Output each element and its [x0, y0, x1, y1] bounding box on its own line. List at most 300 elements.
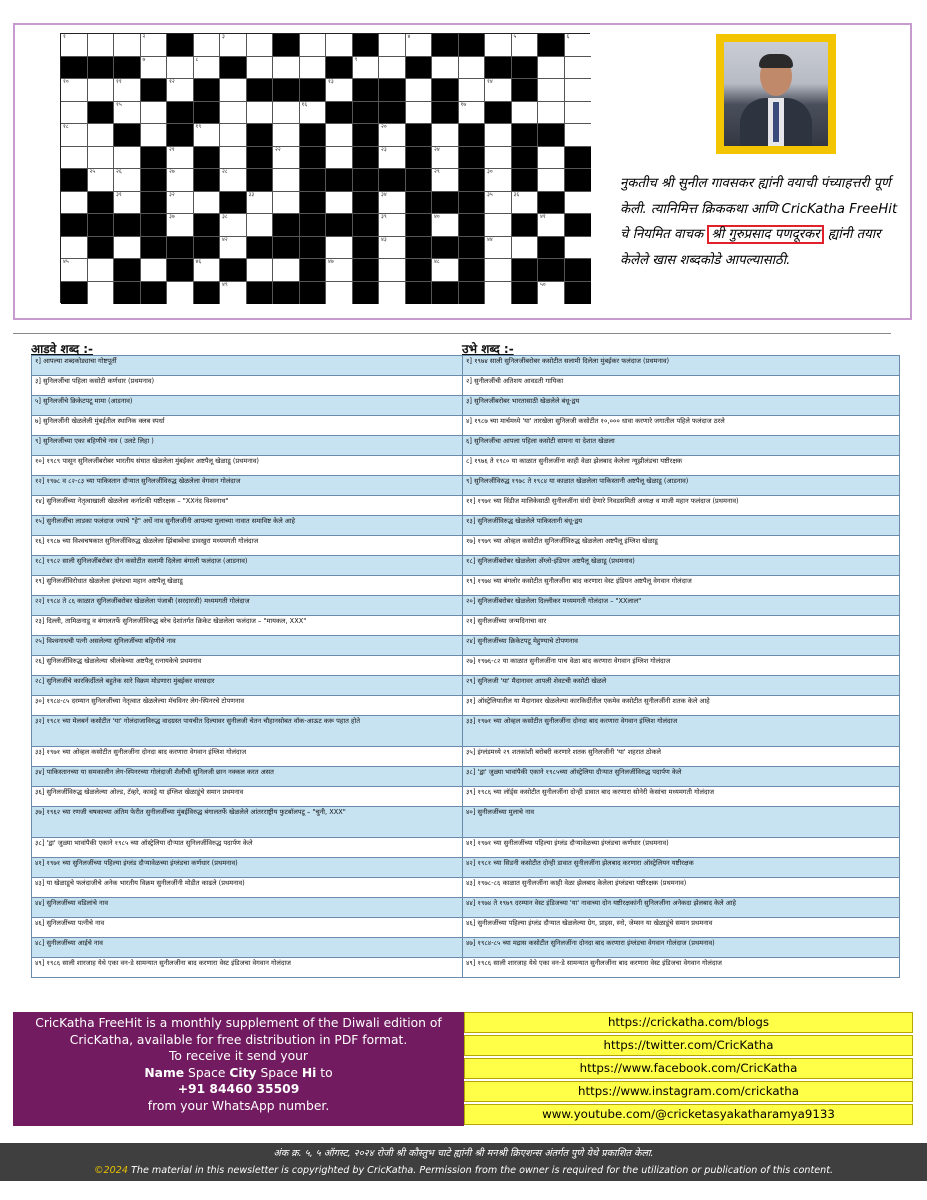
grid-block [247, 282, 274, 305]
grid-cell[interactable] [432, 124, 459, 147]
grid-cell[interactable] [326, 34, 353, 57]
grid-cell[interactable] [88, 169, 115, 192]
clue-number: ४ [407, 34, 411, 40]
grid-block [538, 34, 565, 57]
grid-cell[interactable] [485, 259, 512, 282]
down-clue: २०] सुनिलजींबरोबर खेळलेला दिल्लीकर मध्यमगती गोलंदाज – "XXलाल" [463, 596, 900, 616]
grid-block [406, 282, 433, 305]
grid-cell[interactable] [565, 192, 592, 215]
grid-block [273, 34, 300, 57]
down-clue: ४२] १९८१ च्या सिडनी कसोटीत दोन्ही डावात सुनीलजींना झेलबाद करणारा ऑस्ट्रेलियन यष्टीरक्षक [463, 858, 900, 878]
grid-block [114, 259, 141, 282]
grid-cell[interactable] [300, 102, 327, 125]
clue-number: ४२ [222, 236, 228, 243]
down-clue: ११] १९७१ च्या विंडीज मालिकेसाठी सुनीलजींना संधी देणारे निवडसमिती अध्यक्ष व माजी महान फलंदाज (प्रथमनाव) [463, 496, 900, 516]
grid-cell[interactable] [326, 147, 353, 170]
grid-cell[interactable] [220, 34, 247, 57]
grid-block [61, 57, 88, 80]
grid-cell[interactable] [167, 282, 194, 305]
grid-cell[interactable] [379, 192, 406, 215]
grid-cell[interactable] [167, 79, 194, 102]
clue-row [32, 436, 900, 456]
grid-cell[interactable] [326, 282, 353, 305]
across-clue: ४६] सुनिलजींच्या पत्नीचे नाव [32, 918, 463, 938]
grid-cell[interactable] [406, 34, 433, 57]
grid-block [432, 192, 459, 215]
issue-line: अंक क्र. ५, ५ ऑगस्ट, २०२४ रोजी श्री कौस्तुभ चाटे ह्यांनी श्री मनश्री क्रिएशन्स अंतर्गत पुणे येथे प्रकाशित केला. [273, 1148, 654, 1159]
grid-cell[interactable] [61, 259, 88, 282]
grid-cell[interactable] [247, 34, 274, 57]
clue-row [32, 696, 900, 716]
across-clue: ४८] सुनीलजींच्या आईचे नाव [32, 938, 463, 958]
grid-block [300, 282, 327, 305]
grid-block [300, 214, 327, 237]
grid-cell[interactable] [565, 237, 592, 260]
grid-cell[interactable] [61, 192, 88, 215]
grid-cell[interactable] [114, 169, 141, 192]
grid-cell[interactable] [326, 79, 353, 102]
grid-cell[interactable] [194, 259, 221, 282]
down-clue: २७] १९७६-८२ या काळात सुनीलजींना पाच वेळा बाद करणारा वेगवान इंग्लिश गोलंदाज [463, 656, 900, 676]
grid-cell[interactable] [406, 79, 433, 102]
grid-cell[interactable] [432, 259, 459, 282]
clue-number: ४८ [434, 259, 440, 265]
grid-cell[interactable] [141, 102, 168, 125]
grid-cell[interactable] [114, 34, 141, 57]
grid-cell[interactable] [220, 79, 247, 102]
grid-cell[interactable] [459, 57, 486, 80]
grid-cell[interactable] [432, 214, 459, 237]
across-clue: ३७] १९६२ च्या रणजी चषकाच्या अंतिम फेरीत सुनीलजींच्या मुंबईविरुद्ध बंगालतर्फे खेळलेले आंतरराष्ट्रीय फुटबॉलपटू – "चुनी, XXX" [32, 807, 463, 838]
grid-cell[interactable] [61, 79, 88, 102]
footer-line-1: CricKatha FreeHit is a monthly supplement of the Diwali edition of [35, 1016, 442, 1030]
grid-block [406, 57, 433, 80]
grid-cell[interactable] [485, 282, 512, 305]
clue-number: २४ [434, 146, 440, 153]
grid-block [353, 169, 380, 192]
down-clue: ६] सुनिलजींचा आपला पहिला कसोटी सामना या देशात खेळला [463, 436, 900, 456]
grid-block [88, 57, 115, 80]
grid-cell[interactable] [538, 79, 565, 102]
grid-cell[interactable] [459, 102, 486, 125]
grid-cell[interactable] [406, 102, 433, 125]
grid-block [167, 102, 194, 125]
clue-table [31, 355, 900, 978]
grid-block [114, 57, 141, 80]
clue-number: ३ [222, 34, 225, 40]
grid-cell[interactable] [114, 147, 141, 170]
grid-cell[interactable] [273, 259, 300, 282]
grid-cell[interactable] [512, 34, 539, 57]
across-clue: ४४] सुनिलजींच्या वडिलांचे नाव [32, 898, 463, 918]
across-clue: ५] सुनिलजींचे क्रिकेटपटू मामा (आडनाव) [32, 396, 463, 416]
grid-cell[interactable] [114, 237, 141, 260]
across-clue: १२] १९७८ व ८२-८३ च्या पाकिस्तान दौऱ्यात सुनिलजींविरुद्ध खेळलेला वेगवान गोलंदाज [32, 476, 463, 496]
grid-cell[interactable] [326, 124, 353, 147]
grid-block [459, 259, 486, 282]
grid-block [300, 124, 327, 147]
grid-cell[interactable] [247, 102, 274, 125]
across-clue: २८] सुनिलजींचे कारकिर्दीतले बहुतेक सारे विक्रम मोडणारा मुंबईकर वारसदार [32, 676, 463, 696]
clue-row [32, 356, 900, 376]
photo-tie [773, 102, 779, 142]
grid-cell[interactable] [88, 282, 115, 305]
grid-cell[interactable] [512, 192, 539, 215]
clue-row [32, 878, 900, 898]
across-clue: १०] १९८९ पासून सुनिलजींबरोबर भारतीय संघात खेळलेला मुंबईकर अष्टपैलू खेळाडू (प्रथमनाव) [32, 456, 463, 476]
grid-cell[interactable] [88, 259, 115, 282]
grid-cell[interactable] [538, 147, 565, 170]
grid-block [459, 124, 486, 147]
grid-cell[interactable] [485, 169, 512, 192]
clue-number: ५० [540, 281, 546, 288]
grid-block [353, 124, 380, 147]
clue-number: २५ [89, 169, 96, 175]
author-photo-frame [716, 34, 836, 154]
grid-block [141, 147, 168, 170]
clue-row [32, 456, 900, 476]
grid-cell[interactable] [61, 237, 88, 260]
across-clue: ३३] १९७१ च्या ओव्हल कसोटीत सुनीलजींना दोनदा बाद करणारा वेगवान इंग्लिश गोलंदाज [32, 747, 463, 767]
grid-cell[interactable] [485, 147, 512, 170]
grid-block [565, 169, 592, 192]
grid-cell[interactable] [141, 57, 168, 80]
grid-cell[interactable] [300, 34, 327, 57]
grid-cell[interactable] [247, 192, 274, 215]
grid-block [273, 282, 300, 305]
footer-line-2: CricKatha, available for free distribution in PDF format. [69, 1032, 408, 1047]
grid-block [353, 237, 380, 260]
footer-space-1: Space [184, 1065, 230, 1080]
grid-cell[interactable] [88, 34, 115, 57]
grid-block [167, 124, 194, 147]
grid-block [194, 237, 221, 260]
grid-cell[interactable] [273, 124, 300, 147]
grid-cell[interactable] [220, 237, 247, 260]
down-clue: ३५] इंग्लंडमध्ये २९ शतकांशी बरोबरी करणारे शतक सुनिलजींनी 'या' शहरात ठोकले [463, 747, 900, 767]
grid-cell[interactable] [114, 192, 141, 215]
grid-cell[interactable] [300, 57, 327, 80]
grid-block [459, 237, 486, 260]
grid-cell[interactable] [114, 79, 141, 102]
grid-cell[interactable] [141, 34, 168, 57]
grid-cell[interactable] [379, 214, 406, 237]
clue-number: १८ [63, 124, 69, 130]
grid-block [300, 192, 327, 215]
grid-block [379, 102, 406, 125]
grid-cell[interactable] [379, 147, 406, 170]
publication-footer [0, 1143, 927, 1181]
grid-block [379, 79, 406, 102]
grid-cell[interactable] [485, 34, 512, 57]
clue-number: ३८ [222, 214, 228, 220]
down-heading: उभे शब्द :- [462, 342, 514, 356]
grid-cell[interactable] [538, 102, 565, 125]
clue-row [32, 938, 900, 958]
down-clue: ८] १९७६ ते १९८० या काळात सुनीलजींना काही वेळा झेलबाद केलेला न्यूझीलंडचा यष्टीरक्षक [463, 456, 900, 476]
grid-block [406, 169, 433, 192]
grid-block [326, 102, 353, 125]
clue-number: ९ [354, 56, 358, 63]
grid-cell[interactable] [379, 34, 406, 57]
grid-cell[interactable] [565, 57, 592, 80]
down-clue: ३८] 'द्वा' जुळ्या भावांपैकी एकाने १९८५च्या ऑस्ट्रेलिया दौऱ्यात सुनिलजींविरुद्ध पदार्पण केले [463, 767, 900, 787]
grid-cell[interactable] [538, 169, 565, 192]
clue-row [32, 596, 900, 616]
grid-block [167, 34, 194, 57]
clue-number: १७ [460, 101, 467, 108]
grid-block [273, 214, 300, 237]
grid-block [512, 282, 539, 305]
grid-block [406, 214, 433, 237]
link-twitter[interactable]: https://twitter.com/CricKatha [464, 1035, 913, 1056]
grid-block [247, 237, 274, 260]
grid-cell[interactable] [432, 57, 459, 80]
grid-cell[interactable] [141, 259, 168, 282]
grid-cell[interactable] [379, 237, 406, 260]
grid-cell[interactable] [114, 102, 141, 125]
grid-block [247, 124, 274, 147]
grid-cell[interactable] [167, 169, 194, 192]
clue-row [32, 898, 900, 918]
grid-cell[interactable] [167, 214, 194, 237]
grid-cell[interactable] [379, 124, 406, 147]
grid-cell[interactable] [512, 237, 539, 260]
grid-cell[interactable] [273, 57, 300, 80]
grid-cell[interactable] [485, 192, 512, 215]
clue-row [32, 858, 900, 878]
clue-row [32, 536, 900, 556]
grid-block [326, 169, 353, 192]
grid-cell[interactable] [485, 79, 512, 102]
grid-cell[interactable] [167, 147, 194, 170]
copyright-text: The material in this newsletter is copyrighted by CricKatha. Permission from the owner is required for the utilization or publication of this content. [127, 1165, 834, 1176]
copyright-year: ©2024 [93, 1165, 128, 1176]
across-clue: ४३] या खेळाडूचे फलंदाजीचे अनेक भारतीय विक्रम सुनीलजींनी मोडीत काढले (प्रथमनाव) [32, 878, 463, 898]
clue-number: १ [63, 34, 66, 40]
grid-block [167, 237, 194, 260]
grid-cell[interactable] [167, 192, 194, 215]
across-clue: ३८] 'द्वा' जुळ्या भावांपैकी एकाने १९८५ च्या ऑस्ट्रेलिया दौऱ्यात सुनिलजींविरुद्ध पदार्पण केले [32, 838, 463, 858]
clue-number: २० [381, 124, 387, 130]
grid-cell[interactable] [194, 57, 221, 80]
grid-cell[interactable] [538, 214, 565, 237]
clue-number: ५ [513, 34, 517, 40]
clue-number: १९ [195, 124, 202, 130]
clue-number: ४१ [540, 214, 546, 220]
grid-cell[interactable] [273, 147, 300, 170]
grid-block [273, 79, 300, 102]
link-blog[interactable]: https://crickatha.com/blogs [464, 1012, 913, 1033]
grid-block [538, 259, 565, 282]
clue-row [32, 958, 900, 978]
down-clue: ४७] १९८४-८५ च्या मद्रास कसोटीत सुनिलजींना दोनदा बाद करणारा इंग्लंडचा वेगवान गोलंदाज (प्रथमनाव) [463, 938, 900, 958]
grid-block [300, 79, 327, 102]
grid-cell[interactable] [538, 282, 565, 305]
clue-row [32, 496, 900, 516]
clue-row [32, 396, 900, 416]
clue-row [32, 516, 900, 536]
grid-block [114, 282, 141, 305]
crossword-grid[interactable] [60, 33, 590, 303]
link-youtube[interactable]: www.youtube.com/@cricketasyakatharamya9133 [464, 1104, 913, 1125]
grid-cell[interactable] [432, 147, 459, 170]
grid-block [88, 102, 115, 125]
clue-row [32, 636, 900, 656]
clue-number: ६ [566, 34, 570, 40]
clue-number: १४ [487, 79, 493, 85]
crossword-grid-wrapper [60, 33, 590, 303]
across-clue: १९] सुनिलजींविरोधात खेळलेला इंग्लंडचा महान अष्टपैलू खेळाडू [32, 576, 463, 596]
grid-block [512, 169, 539, 192]
across-clue: १५] सुनीलजींचा लाडका फलंदाज ज्याचे "हे" अर्धे नाव सुनीलजींनी आपल्या मुलाच्या नावात समाविष्ट केले आहे [32, 516, 463, 536]
clue-number: ३५ [487, 191, 493, 198]
grid-block [353, 192, 380, 215]
grid-block [300, 237, 327, 260]
clue-row [32, 838, 900, 858]
footer-name: Name [144, 1065, 185, 1080]
grid-cell[interactable] [88, 147, 115, 170]
grid-block [406, 237, 433, 260]
grid-cell[interactable] [220, 102, 247, 125]
clue-number: १२ [169, 79, 175, 85]
across-clue: ३४] पाकिस्तानच्या या समकालीन लेग-स्पिनरच्या गोलंदाजी शैलीची सुनिलजी छान नक्कल करत असत [32, 767, 463, 787]
grid-cell[interactable] [379, 57, 406, 80]
grid-block [194, 214, 221, 237]
grid-cell[interactable] [61, 102, 88, 125]
grid-cell[interactable] [247, 57, 274, 80]
footer-phone: +91 84460 35509 [177, 1082, 300, 1096]
grid-cell[interactable] [353, 57, 380, 80]
grid-cell[interactable] [247, 259, 274, 282]
grid-cell[interactable] [273, 169, 300, 192]
grid-block [459, 169, 486, 192]
grid-cell[interactable] [326, 259, 353, 282]
grid-block [194, 79, 221, 102]
across-clue: ३६] सुनिलजींविरुद्ध खेळलेल्या ओल्ड, टॅव्हरे, कावड्रे या इंग्लिश खेळाडूंचे समान प्रथमनाव [32, 787, 463, 807]
grid-block [88, 192, 115, 215]
down-clue: २४] सुनीलजींच्या क्रिकेटपटू मेहुण्याचे टोपणनाव [463, 636, 900, 656]
grid-cell[interactable] [432, 169, 459, 192]
grid-block [141, 237, 168, 260]
grid-block [61, 282, 88, 305]
grid-block [141, 169, 168, 192]
grid-block [565, 259, 592, 282]
grid-cell[interactable] [220, 214, 247, 237]
clue-number: ४७ [328, 259, 334, 265]
footer-line-3: To receive it send your [169, 1049, 308, 1063]
grid-cell[interactable] [61, 34, 88, 57]
clue-number: ३३ [248, 191, 255, 198]
grid-block [300, 147, 327, 170]
grid-cell[interactable] [194, 192, 221, 215]
grid-block [538, 192, 565, 215]
clue-number: ४५ [63, 259, 69, 265]
grid-block [141, 192, 168, 215]
grid-cell[interactable] [194, 34, 221, 57]
grid-cell[interactable] [247, 214, 274, 237]
clue-number: २ [142, 34, 146, 40]
across-heading: आडवे शब्द :- [31, 342, 94, 356]
grid-block [512, 124, 539, 147]
across-clue: ३] सुनिलजींचा पहिला कसोटी कर्णधार (प्रथमनाव) [32, 376, 463, 396]
clue-row [32, 747, 900, 767]
grid-cell[interactable] [273, 102, 300, 125]
grid-cell[interactable] [141, 124, 168, 147]
grid-block [220, 259, 247, 282]
grid-block [88, 214, 115, 237]
grid-cell[interactable] [379, 282, 406, 305]
grid-block [512, 57, 539, 80]
grid-cell[interactable] [485, 214, 512, 237]
grid-cell[interactable] [565, 34, 592, 57]
grid-cell[interactable] [88, 124, 115, 147]
grid-block [565, 147, 592, 170]
grid-cell[interactable] [326, 237, 353, 260]
grid-cell[interactable] [61, 147, 88, 170]
across-clue: २५] विश्वनाथची पत्नी असलेल्या सुनिलजींच्या बहिणीचे नाव [32, 636, 463, 656]
clue-row [32, 376, 900, 396]
grid-cell[interactable] [565, 124, 592, 147]
grid-block [432, 282, 459, 305]
link-facebook[interactable]: https://www.facebook.com/CricKatha [464, 1058, 913, 1079]
grid-cell[interactable] [565, 102, 592, 125]
clue-number: ३९ [381, 214, 387, 220]
grid-cell[interactable] [220, 282, 247, 305]
clue-number: २८ [222, 169, 228, 175]
grid-cell[interactable] [565, 79, 592, 102]
clue-number: ४३ [381, 236, 387, 243]
clue-number: ३४ [381, 191, 387, 198]
down-clue: ३] सुनिलजींबरोबर भारतासाठी खेळलेले बंधू-द्वय [463, 396, 900, 416]
grid-block [141, 214, 168, 237]
grid-cell[interactable] [485, 124, 512, 147]
link-instagram[interactable]: https://www.instagram.com/crickatha [464, 1081, 913, 1102]
grid-cell[interactable] [485, 237, 512, 260]
grid-cell[interactable] [220, 124, 247, 147]
grid-block [88, 237, 115, 260]
grid-cell[interactable] [88, 79, 115, 102]
section-divider [13, 333, 891, 334]
clue-number: २२ [275, 146, 281, 153]
down-clue: ४९] १९८६ साली शारजाह येथे एका वन-डे सामन्यात सुनीलजींना बाद करणारा वेस्ट इंडिजचा वेगवान गोलंदाज [463, 958, 900, 978]
grid-block [512, 214, 539, 237]
grid-cell[interactable] [538, 57, 565, 80]
grid-cell[interactable] [61, 124, 88, 147]
grid-cell[interactable] [273, 192, 300, 215]
grid-block [353, 102, 380, 125]
grid-block [432, 34, 459, 57]
clue-number: ३१ [116, 191, 122, 198]
grid-cell[interactable] [220, 147, 247, 170]
down-clue: १८] सुनिलजींबरोबर खेळलेला अँग्लो-इंडियन अष्टपैलू खेळाडू (प्रथमनाव) [463, 556, 900, 576]
across-clue: १] आपल्या शब्दकोड्याचा गोष्टपूर्ती [32, 356, 463, 376]
grid-cell[interactable] [220, 169, 247, 192]
grid-cell[interactable] [459, 79, 486, 102]
clue-number: ३७ [169, 214, 175, 220]
grid-cell[interactable] [326, 192, 353, 215]
grid-block [485, 102, 512, 125]
clue-row [32, 787, 900, 807]
grid-cell[interactable] [379, 259, 406, 282]
grid-cell[interactable] [512, 102, 539, 125]
grid-block [459, 282, 486, 305]
grid-cell[interactable] [194, 124, 221, 147]
down-clue: १] १९७४ साली सुनिलजींबरोबर कसोटीत सलामी दिलेला मुंबईकर फलंदाज (प्रथमनाव) [463, 356, 900, 376]
footer-hi: Hi [301, 1065, 317, 1080]
across-clue: २६] सुनिलजींविरुद्ध खेळलेल्या श्रीलंकेच्या अष्टपैलू रत्नायकेचे प्रथमनाव [32, 656, 463, 676]
grid-cell[interactable] [167, 57, 194, 80]
